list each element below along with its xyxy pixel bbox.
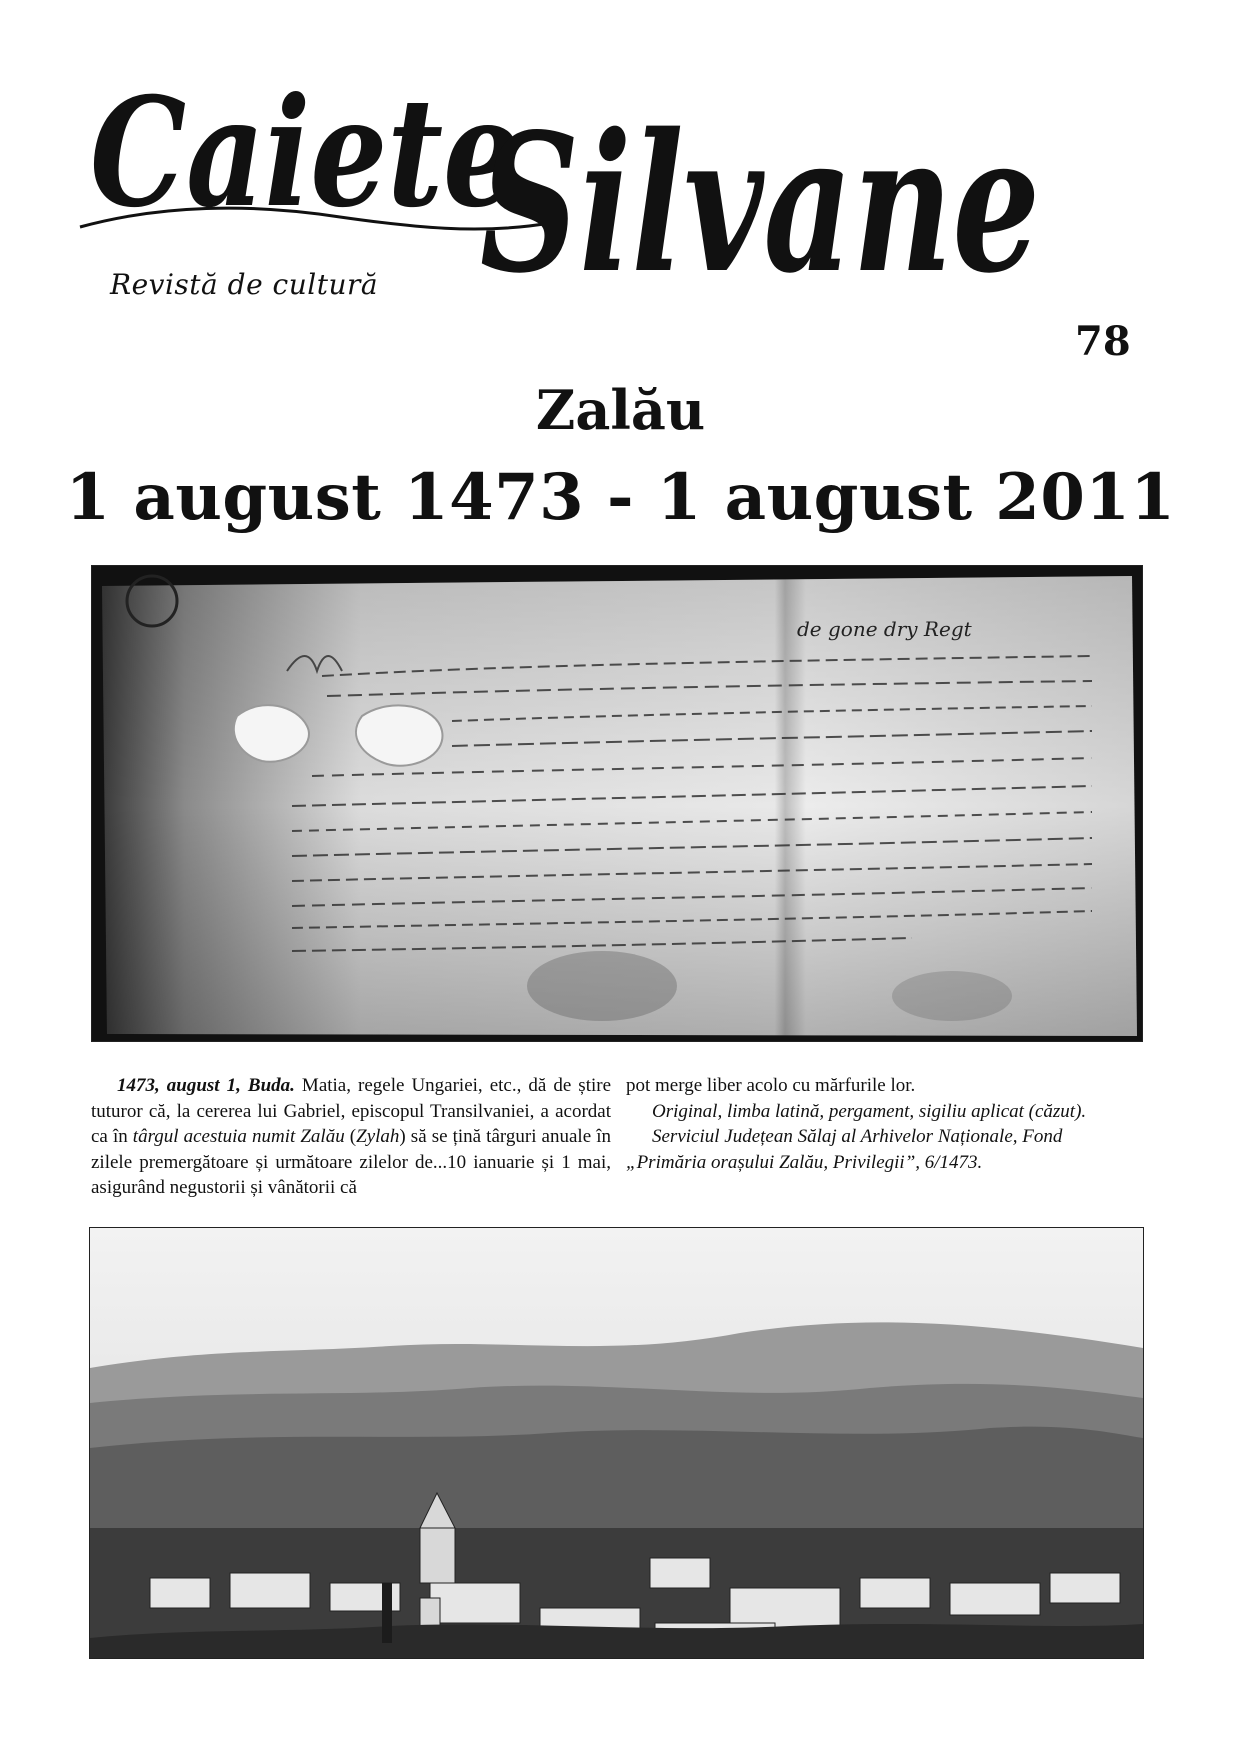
issue-number: 78 [1075, 318, 1131, 365]
caption-column-right [626, 1073, 1142, 1175]
logo-word-silvane: Silvane [480, 92, 1040, 315]
caption-column-left [91, 1073, 611, 1201]
caption-archive-note: Serviciul Județean Sălaj al Arhivelor Naționale, Fond „Primăria orașului Zalău, Privilegii”, 6/1473. [626, 1126, 1063, 1173]
headline-dates: 1 august 1473 - 1 august 2011 [65, 460, 1176, 535]
charter-document-photo [91, 565, 1143, 1042]
logo-word-caiete: Caiete [90, 65, 520, 241]
caption-paragraph: 1473, august 1, Buda. Matia, regele Ungariei, etc., dă de știre tuturor că, la cererea lui Gabriel, episcopul Transilvaniei, a acordat ca în târgul acestuia numit Zalău (Zylah) să se țină târguri anuale în zilele premergătoare și următoare zilelor de...10 ianuarie și 1 mai, asigurând negustorii și vânătorii că [91, 1075, 612, 1198]
headline-city: Zalău [535, 378, 706, 442]
caption-continuation: pot merge liber acolo cu mărfurile lor. [626, 1075, 916, 1096]
caption-original-note: Original, limba latină, pergament, sigiliu aplicat (căzut). [652, 1100, 1087, 1122]
handwritten-note: de gone dry Regt [797, 617, 972, 641]
town-panorama-photo [89, 1227, 1144, 1659]
caption-lead: 1473, august 1, Buda. [117, 1075, 295, 1096]
magazine-subtitle: Revistă de cultură [110, 268, 379, 301]
